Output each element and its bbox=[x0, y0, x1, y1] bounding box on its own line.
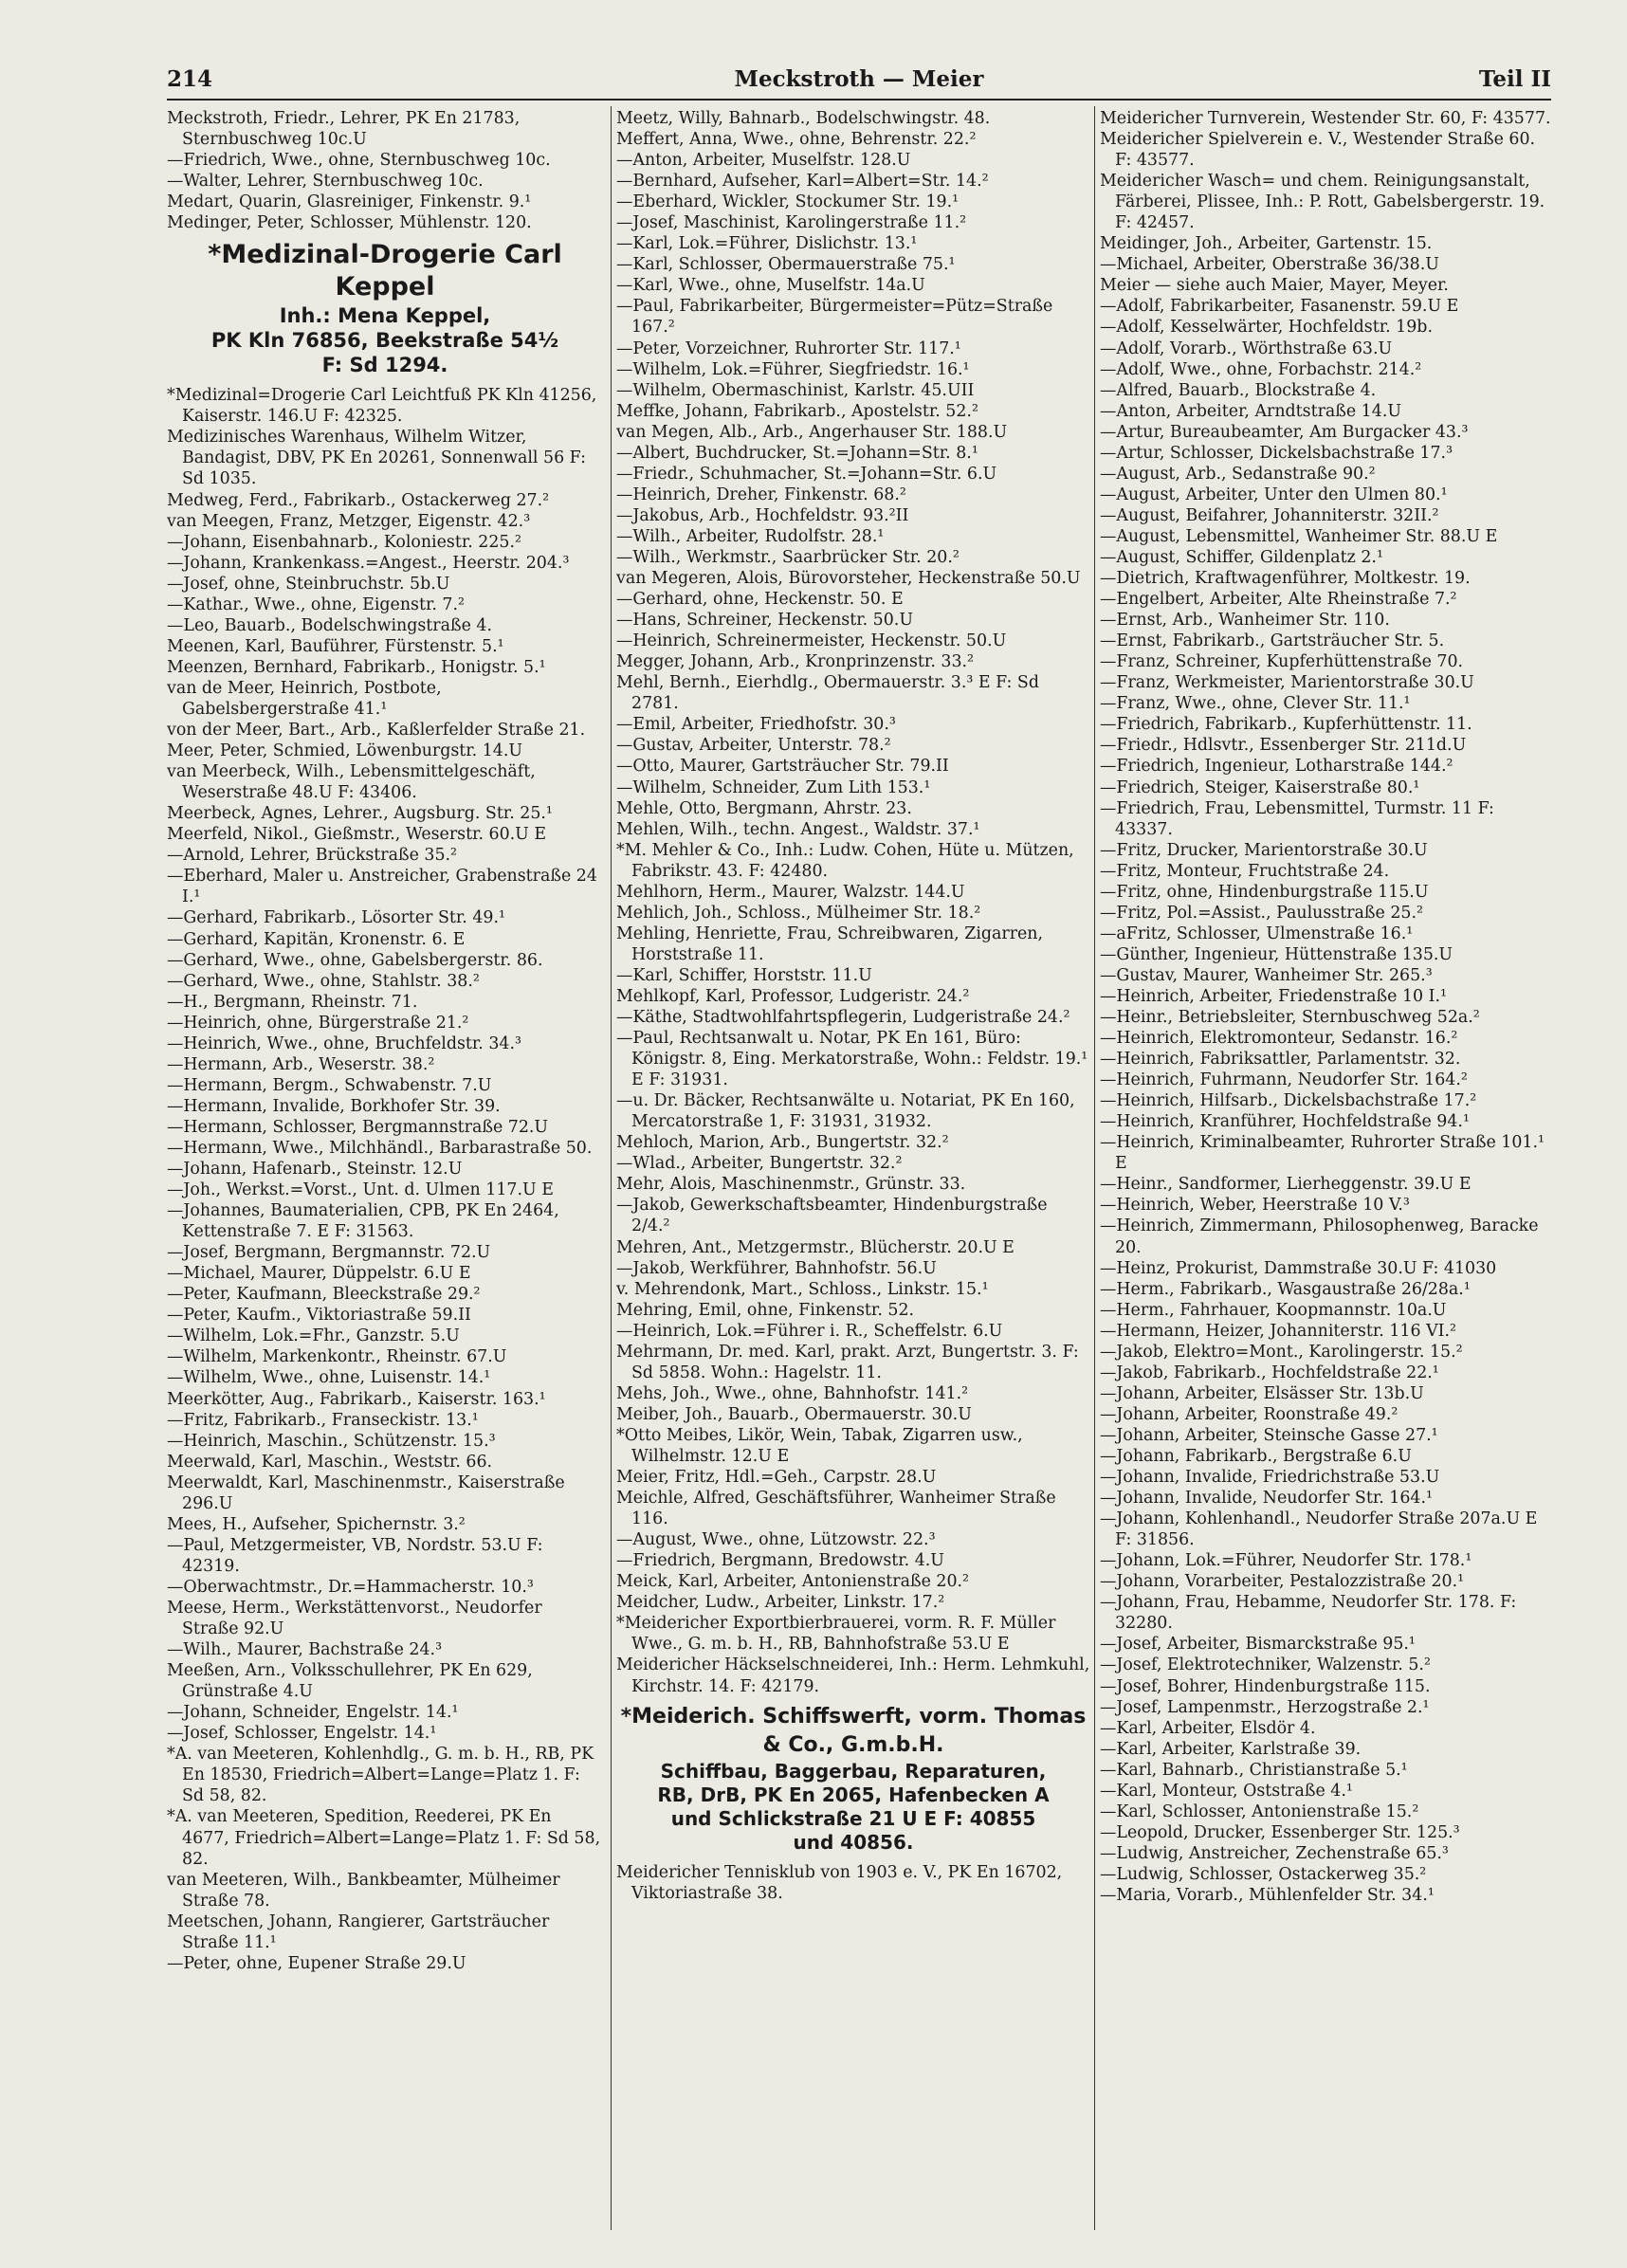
directory-entry: Meidcher, Ludw., Arbeiter, Linkstr. 17.² bbox=[616, 1593, 945, 1613]
directory-entry: —Karl, Lok.=Führer, Dislichstr. 13.¹ bbox=[616, 234, 918, 254]
directory-entry: —Artur, Bureaubeamter, Am Burgacker 43.³ bbox=[1100, 422, 1469, 442]
advertisement-line: Inh.: Mena Keppel, bbox=[279, 304, 491, 328]
directory-entry: Mehl, Bernh., Eierhdlg., Obermauerstr. 3.³ E F: Sd 2781. bbox=[616, 673, 1039, 714]
directory-entry: —Gerhard, Kapitän, Kronenstr. 6. E bbox=[167, 929, 466, 949]
directory-entry: —Eberhard, Wickler, Stockumer Str. 19.¹ bbox=[616, 192, 960, 212]
directory-entry: —Josef, Elektrotechniker, Walzenstr. 5.² bbox=[1100, 1655, 1431, 1675]
directory-entry: —Johann, Lok.=Führer, Neudorfer Str. 178.¹ bbox=[1100, 1551, 1472, 1571]
directory-entry: —Hermann, Arb., Weserstr. 38.² bbox=[167, 1054, 435, 1074]
directory-entry: von der Meer, Bart., Arb., Kaßlerfelder Straße 21. bbox=[167, 721, 586, 741]
directory-entry: —Friedrich, Bergmann, Bredowstr. 4.U bbox=[616, 1551, 944, 1571]
directory-entry: Meidericher Tennisklub von 1903 e. V., PK En 16702, Viktoriastraße 38. bbox=[616, 1862, 1063, 1903]
directory-entry: —Josef, ohne, Steinbruchstr. 5b.U bbox=[167, 574, 450, 594]
directory-entry: Meckstroth, Friedr., Lehrer, PK En 21783, Sternbuschweg 10c.U bbox=[167, 109, 521, 150]
directory-entry: Meffert, Anna, Wwe., ohne, Behrenstr. 22.² bbox=[616, 130, 977, 150]
page-title: Meckstroth — Meier bbox=[734, 66, 984, 92]
directory-entry: —Heinrich, Lok.=Führer i. R., Scheffelstr. 6.U bbox=[616, 1321, 1003, 1341]
directory-entry: Mehs, Joh., Wwe., ohne, Bahnhofstr. 141.² bbox=[616, 1383, 969, 1403]
directory-entry: —Karl, Schiffer, Horststr. 11.U bbox=[616, 965, 872, 985]
directory-entry: van Megen, Alb., Arb., Angerhauser Str. 188.U bbox=[616, 422, 1008, 442]
directory-entry: —Heinrich, Wwe., ohne, Bruchfeldstr. 34.³ bbox=[167, 1033, 521, 1053]
directory-entry: —Jakobus, Arb., Hochfeldstr. 93.²II bbox=[616, 505, 909, 525]
column-divider-2 bbox=[1094, 106, 1095, 2230]
directory-entry: —Oberwachtmstr., Dr.=Hammacherstr. 10.³ bbox=[167, 1577, 534, 1597]
directory-entry: —Käthe, Stadtwohlfahrtspflegerin, Ludgeristraße 24.² bbox=[616, 1008, 1070, 1028]
directory-entry: —Fritz, Drucker, Marientorstraße 30.U bbox=[1100, 840, 1428, 860]
directory-entry: —Johann, Kohlenhandl., Neudorfer Straße 207a.U E F: 31856. bbox=[1100, 1509, 1538, 1550]
directory-entry: —aFritz, Schlosser, Ulmenstraße 16.¹ bbox=[1100, 924, 1414, 943]
directory-entry: —Paul, Rechtsanwalt u. Notar, PK En 161, Büro: Königstr. 8, Eing. Merkatorstraße, Wohn.: Feldstr. 19.¹ E F: 31931. bbox=[616, 1029, 1088, 1090]
directory-entry: —Karl, Arbeiter, Karlstraße 39. bbox=[1100, 1739, 1362, 1759]
directory-entry: —Heinrich, ohne, Bürgerstraße 21.² bbox=[167, 1013, 469, 1033]
directory-entry: —Jakob, Elektro=Mont., Karolingerstr. 15.² bbox=[1100, 1342, 1463, 1362]
directory-entry: —Wilh., Maurer, Bachstraße 24.³ bbox=[167, 1640, 443, 1660]
directory-entry: —Wilhelm, Wwe., ohne, Luisenstr. 14.¹ bbox=[167, 1368, 491, 1388]
directory-entry: Meichle, Alfred, Geschäftsführer, Wanheimer Straße 116. bbox=[616, 1489, 1056, 1529]
column-2 bbox=[616, 108, 1090, 2232]
directory-entry: —Hermann, Bergm., Schwabenstr. 7.U bbox=[167, 1075, 492, 1095]
directory-entry: —Heinrich, Zimmermann, Philosophenweg, Baracke 20. bbox=[1100, 1216, 1539, 1257]
directory-entry: van Meeteren, Wilh., Bankbeamter, Mülheimer Straße 78. bbox=[167, 1870, 560, 1911]
directory-entry: Meidericher Turnverein, Westender Str. 60, F: 43577. bbox=[1100, 109, 1551, 128]
directory-entry: —Herm., Fahrhauer, Koopmannstr. 10a.U bbox=[1100, 1300, 1447, 1320]
directory-entry: —Ernst, Fabrikarb., Gartsträucher Str. 5. bbox=[1100, 631, 1445, 651]
directory-entry: Mehren, Ant., Metzgermstr., Blücherstr. 20.U E bbox=[616, 1237, 1015, 1257]
directory-entry: Mehrmann, Dr. med. Karl, prakt. Arzt, Bungertstr. 3. F: Sd 5858. Wohn.: Hagelstr. 11. bbox=[616, 1342, 1079, 1382]
directory-entry: *M. Mehler & Co., Inh.: Ludw. Cohen, Hüte u. Mützen, Fabrikstr. 43. F: 42480. bbox=[616, 840, 1074, 881]
directory-entry: *A. van Meeteren, Spedition, Reederei, PK En 4677, Friedrich=Albert=Lange=Platz 1. F: Sd 58, 82. bbox=[167, 1807, 601, 1869]
directory-entry: Meidinger, Joh., Arbeiter, Gartenstr. 15. bbox=[1100, 234, 1433, 254]
directory-entry: —Kathar., Wwe., ohne, Eigenstr. 7.² bbox=[167, 594, 465, 614]
directory-entry: —Josef, Bohrer, Hindenburgstraße 115. bbox=[1100, 1676, 1431, 1696]
directory-entry: Medizinisches Warenhaus, Wilhelm Witzer, Bandagist, DBV, PK En 20261, Sonnenwall 56 F: Sd 1035. bbox=[167, 428, 586, 489]
directory-entry: —Michael, Maurer, Düppelstr. 6.U E bbox=[167, 1264, 471, 1284]
directory-entry: —Paul, Metzgermeister, VB, Nordstr. 53.U F: 42319. bbox=[167, 1535, 543, 1576]
directory-entry: Meidericher Wasch= und chem. Reinigungsanstalt, Färberei, Plissee, Inh.: P. Rott, Gabelsbergerstr. 19. F: 42457. bbox=[1100, 172, 1545, 233]
directory-entry: —Fritz, Monteur, Fruchtstraße 24. bbox=[1100, 861, 1390, 881]
directory-entry: Meerkötter, Aug., Fabrikarb., Kaiserstr. 163.¹ bbox=[167, 1389, 546, 1409]
directory-entry: —Heinr., Sandformer, Lierheggenstr. 39.U E bbox=[1100, 1175, 1472, 1195]
directory-entry: —Friedrich, Ingenieur, Lotharstraße 144.² bbox=[1100, 757, 1453, 777]
directory-entry: —Friedr., Schuhmacher, St.=Johann=Str. 6.U bbox=[616, 464, 997, 484]
directory-entry: —Heinrich, Arbeiter, Friedenstraße 10 I.¹ bbox=[1100, 986, 1447, 1006]
directory-entry: —Johann, Arbeiter, Elsässer Str. 13b.U bbox=[1100, 1383, 1424, 1403]
directory-entry: Mehlen, Wilh., techn. Angest., Waldstr. 37.¹ bbox=[616, 819, 980, 839]
advertisement-line: F: Sd 1294. bbox=[321, 354, 448, 377]
directory-entry: —Friedrich, Frau, Lebensmittel, Turmstr. 11 F: 43337. bbox=[1100, 798, 1494, 839]
directory-entry: —Dietrich, Kraftwagenführer, Moltkestr. 19. bbox=[1100, 569, 1471, 589]
directory-entry: —Leo, Bauarb., Bodelschwingstraße 4. bbox=[167, 615, 493, 635]
directory-entry: —Arnold, Lehrer, Brückstraße 35.² bbox=[167, 846, 458, 866]
directory-entry: —Johann, Krankenkass.=Angest., Heerstr. 204.³ bbox=[167, 553, 570, 573]
directory-entry: —Franz, Schreiner, Kupferhüttenstraße 70. bbox=[1100, 652, 1464, 672]
directory-entry: —Gerhard, Wwe., ohne, Stahlstr. 38.² bbox=[167, 971, 480, 991]
page-header bbox=[167, 66, 1551, 101]
part-label: Teil II bbox=[1478, 66, 1551, 92]
directory-entry: Meidericher Spielverein e. V., Westender Straße 60. F: 43577. bbox=[1100, 130, 1536, 171]
directory-entry: —Wilhelm, Lok.=Fhr., Ganzstr. 5.U bbox=[167, 1326, 460, 1346]
advertisement-line: und Schlickstraße 21 U E F: 40855 bbox=[670, 1806, 1036, 1830]
directory-entry: Mehlkopf, Karl, Professor, Ludgeristr. 24.² bbox=[616, 986, 970, 1006]
directory-entry: —Wilhelm, Schneider, Zum Lith 153.¹ bbox=[616, 777, 931, 797]
directory-entry: Megger, Johann, Arb., Kronprinzenstr. 33.² bbox=[616, 652, 975, 672]
directory-entry: —u. Dr. Bäcker, Rechtsanwälte u. Notariat, PK En 160, Mercatorstraße 1, F: 31931, 31932. bbox=[616, 1091, 1075, 1132]
directory-entry: —Johann, Invalide, Friedrichstraße 53.U bbox=[1100, 1468, 1440, 1488]
directory-entry: —Johann, Vorarbeiter, Pestalozzistraße 20.¹ bbox=[1100, 1572, 1465, 1592]
advertisement-block bbox=[167, 239, 603, 377]
directory-entry: v. Mehrendonk, Mart., Schloss., Linkstr. 15.¹ bbox=[616, 1279, 989, 1299]
directory-entry: —Friedrich, Wwe., ohne, Sternbuschweg 10c. bbox=[167, 151, 551, 171]
directory-entry: —Karl, Monteur, Oststraße 4.¹ bbox=[1100, 1781, 1353, 1801]
directory-entry: —Josef, Schlosser, Engelstr. 14.¹ bbox=[167, 1724, 437, 1744]
advertisement-line: und 40856. bbox=[793, 1830, 914, 1854]
directory-entry: —Heinrich, Weber, Heerstraße 10 V.³ bbox=[1100, 1196, 1410, 1216]
column-3 bbox=[1100, 108, 1555, 2232]
directory-entry: Meier, Fritz, Hdl.=Geh., Carpstr. 28.U bbox=[616, 1468, 937, 1488]
directory-entry: Meier — siehe auch Maier, Mayer, Meyer. bbox=[1100, 276, 1449, 296]
advertisement-line: PK Kln 76856, Beekstraße 54½ bbox=[210, 329, 559, 353]
directory-entry: —Heinrich, Schreinermeister, Heckenstr. 50.U bbox=[616, 631, 1007, 651]
directory-entry: Meerwald, Karl, Maschin., Weststr. 66. bbox=[167, 1452, 493, 1472]
directory-entry: Medweg, Ferd., Fabrikarb., Ostackerweg 27.² bbox=[167, 490, 550, 510]
directory-entry: —Josef, Bergmann, Bergmannstr. 72.U bbox=[167, 1243, 491, 1263]
directory-entry: Meetz, Willy, Bahnarb., Bodelschwingstr. 48. bbox=[616, 109, 991, 128]
directory-entry: —Karl, Bahnarb., Christianstraße 5.¹ bbox=[1100, 1760, 1408, 1780]
directory-entry: Meese, Herm., Werkstättenvorst., Neudorfer Straße 92.U bbox=[167, 1599, 542, 1639]
directory-entry: *Meidericher Exportbierbrauerei, vorm. R. F. Müller Wwe., G. m. b. H., RB, Bahnhofstraße 53.U E bbox=[616, 1614, 1056, 1655]
directory-entry: —Anton, Arbeiter, Muselfstr. 128.U bbox=[616, 151, 911, 171]
directory-entry: —Wilhelm, Obermaschinist, Karlstr. 45.UII bbox=[616, 380, 975, 400]
directory-entry: —August, Lebensmittel, Wanheimer Str. 88.U E bbox=[1100, 526, 1498, 546]
directory-entry: van Meegen, Franz, Metzger, Eigenstr. 42.³ bbox=[167, 511, 531, 531]
directory-entry: —Wlad., Arbeiter, Bungertstr. 32.² bbox=[616, 1154, 903, 1174]
directory-entry: —Adolf, Kesselwärter, Hochfeldstr. 19b. bbox=[1100, 318, 1433, 338]
directory-entry: —Josef, Arbeiter, Bismarckstraße 95.¹ bbox=[1100, 1635, 1416, 1655]
directory-entry: Medinger, Peter, Schlosser, Mühlenstr. 120. bbox=[167, 213, 532, 233]
advertisement-line: Schiffbau, Baggerbau, Reparaturen, bbox=[660, 1759, 1047, 1783]
page-number: 214 bbox=[167, 66, 213, 92]
directory-entry: —Fritz, ohne, Hindenburgstraße 115.U bbox=[1100, 882, 1429, 902]
directory-entry: Meidericher Häckselschneiderei, Inh.: Herm. Lehmkuhl, Kirchstr. 14. F: 42179. bbox=[616, 1655, 1090, 1696]
header-rule bbox=[167, 99, 1551, 101]
directory-entry: —H., Bergmann, Rheinstr. 71. bbox=[167, 992, 418, 1012]
directory-entry: Meerfeld, Nikol., Gießmstr., Weserstr. 60.U E bbox=[167, 825, 547, 845]
directory-entry: —Bernhard, Aufseher, Karl=Albert=Str. 14.² bbox=[616, 172, 989, 192]
directory-entry: Mehring, Emil, ohne, Finkenstr. 52. bbox=[616, 1300, 915, 1320]
directory-entry: —Johannes, Baumaterialien, CPB, PK En 2464, Kettenstraße 7. E F: 31563. bbox=[167, 1201, 559, 1242]
directory-entry: —Heinr., Betriebsleiter, Sternbuschweg 52a.² bbox=[1100, 1008, 1480, 1028]
directory-entry: —Albert, Buchdrucker, St.=Johann=Str. 8.¹ bbox=[616, 443, 978, 463]
directory-entry: —Karl, Wwe., ohne, Muselfstr. 14a.U bbox=[616, 276, 925, 296]
directory-entry: —Paul, Fabrikarbeiter, Bürgermeister=Pütz=Straße 167.² bbox=[616, 297, 1053, 338]
directory-entry: —Karl, Schlosser, Antonienstraße 15.² bbox=[1100, 1802, 1419, 1821]
directory-entry: —Wilhelm, Markenkontr., Rheinstr. 67.U bbox=[167, 1347, 507, 1367]
directory-entry: —Peter, ohne, Eupener Straße 29.U bbox=[167, 1953, 466, 1973]
directory-entry: —August, Beifahrer, Johanniterstr. 32II.² bbox=[1100, 505, 1439, 525]
directory-entry: Meenen, Karl, Bauführer, Fürstenstr. 5.¹ bbox=[167, 636, 504, 656]
directory-entry: —Johann, Eisenbahnarb., Koloniestr. 225.² bbox=[167, 532, 521, 552]
directory-entry: —Josef, Lampenmstr., Herzogstraße 2.¹ bbox=[1100, 1697, 1430, 1717]
directory-entry: Mehloch, Marion, Arb., Bungertstr. 32.² bbox=[616, 1133, 949, 1153]
directory-entry: —Maria, Vorarb., Mühlenfelder Str. 34.¹ bbox=[1100, 1885, 1435, 1905]
directory-entry: —Johann, Arbeiter, Roonstraße 49.² bbox=[1100, 1404, 1398, 1424]
directory-entry: Meenzen, Bernhard, Fabrikarb., Honigstr. 5.¹ bbox=[167, 657, 546, 677]
directory-entry: Mees, H., Aufseher, Spichernstr. 3.² bbox=[167, 1514, 466, 1534]
directory-entry: —Jakob, Fabrikarb., Hochfeldstraße 22.¹ bbox=[1100, 1363, 1439, 1382]
directory-entry: —Engelbert, Arbeiter, Alte Rheinstraße 7.² bbox=[1100, 590, 1457, 610]
column-1 bbox=[167, 108, 603, 2232]
directory-entry: —Peter, Kaufmann, Bleeckstraße 29.² bbox=[167, 1285, 481, 1305]
directory-entry: —Jakob, Gewerkschaftsbeamter, Hindenburgstraße 2/4.² bbox=[616, 1196, 1048, 1236]
directory-entry: —Leopold, Drucker, Essenberger Str. 125.³ bbox=[1100, 1822, 1460, 1842]
directory-entry: —Anton, Arbeiter, Arndtstraße 14.U bbox=[1100, 401, 1401, 421]
directory-entry: —Gerhard, Fabrikarb., Lösorter Str. 49.¹ bbox=[167, 908, 505, 928]
directory-entry: —Heinrich, Kriminalbeamter, Ruhrorter Straße 101.¹ E bbox=[1100, 1133, 1545, 1174]
directory-entry: Meerbeck, Agnes, Lehrer., Augsburg. Str. 25.¹ bbox=[167, 804, 553, 824]
column-divider-1 bbox=[611, 106, 612, 2230]
directory-entry: van Meerbeck, Wilh., Lebensmittelgeschäft, Weserstraße 48.U F: 43406. bbox=[167, 762, 536, 803]
directory-entry: Medart, Quarin, Glasreiniger, Finkenstr. 9.¹ bbox=[167, 192, 532, 212]
directory-entry: —Otto, Maurer, Gartsträucher Str. 79.II bbox=[616, 757, 949, 777]
directory-entry: —Emil, Arbeiter, Friedhofstr. 30.³ bbox=[616, 715, 896, 735]
directory-entry: —Friedrich, Steiger, Kaiserstraße 80.¹ bbox=[1100, 777, 1420, 797]
directory-entry: —Joh., Werkst.=Vorst., Unt. d. Ulmen 117.U E bbox=[167, 1180, 554, 1200]
directory-entry: —Gustav, Arbeiter, Unterstr. 78.² bbox=[616, 736, 891, 756]
directory-entry: —Karl, Schlosser, Obermauerstraße 75.¹ bbox=[616, 255, 956, 275]
directory-entry: —Hans, Schreiner, Heckenstr. 50.U bbox=[616, 611, 913, 631]
directory-entry: Meiber, Joh., Bauarb., Obermauerstr. 30.U bbox=[616, 1404, 972, 1424]
directory-entry: —Adolf, Vorarb., Wörthstraße 63.U bbox=[1100, 338, 1393, 358]
directory-entry: Meick, Karl, Arbeiter, Antonienstraße 20.² bbox=[616, 1572, 970, 1592]
directory-entry: van de Meer, Heinrich, Postbote, Gabelsbergerstraße 41.¹ bbox=[167, 678, 442, 719]
directory-entry: —Johann, Invalide, Neudorfer Str. 164.¹ bbox=[1100, 1489, 1433, 1509]
directory-entry: Mehle, Otto, Bergmann, Ahrstr. 23. bbox=[616, 798, 912, 818]
directory-entry: —Gerhard, ohne, Heckenstr. 50. E bbox=[616, 590, 904, 610]
directory-entry: —Fritz, Pol.=Assist., Paulusstraße 25.² bbox=[1100, 903, 1423, 923]
directory-entry: —Adolf, Fabrikarbeiter, Fasanenstr. 59.U E bbox=[1100, 297, 1459, 317]
directory-entry: —Hermann, Wwe., Milchhändl., Barbarastraße 50. bbox=[167, 1138, 593, 1158]
directory-entry: —Heinrich, Hilfsarb., Dickelsbachstraße 17.² bbox=[1100, 1091, 1477, 1111]
directory-entry: —Heinrich, Dreher, Finkenstr. 68.² bbox=[616, 485, 906, 504]
directory-entry: —Herm., Fabrikarb., Wasgaustraße 26/28a.¹ bbox=[1100, 1279, 1471, 1299]
directory-entry: —Josef, Maschinist, Karolingerstraße 11.² bbox=[616, 213, 967, 233]
directory-entry: Meerwaldt, Karl, Maschinenmstr., Kaiserstraße 296.U bbox=[167, 1472, 565, 1513]
directory-entry: —Michael, Arbeiter, Oberstraße 36/38.U bbox=[1100, 255, 1439, 275]
directory-entry: —Wilh., Werkmstr., Saarbrücker Str. 20.² bbox=[616, 547, 960, 567]
directory-entry: Meeßen, Arn., Volksschullehrer, PK En 629, Grünstraße 4.U bbox=[167, 1661, 533, 1702]
directory-entry: —Jakob, Werkführer, Bahnhofstr. 56.U bbox=[616, 1258, 937, 1278]
directory-entry: —August, Arbeiter, Unter den Ulmen 80.¹ bbox=[1100, 485, 1448, 504]
directory-entry: —Günther, Ingenieur, Hüttenstraße 135.U bbox=[1100, 944, 1453, 964]
directory-entry: Meer, Peter, Schmied, Löwenburgstr. 14.U bbox=[167, 741, 523, 761]
directory-entry: *Otto Meibes, Likör, Wein, Tabak, Zigarren usw., Wilhelmstr. 12.U E bbox=[616, 1425, 1023, 1466]
directory-entry: —Adolf, Wwe., ohne, Forbachstr. 214.² bbox=[1100, 359, 1422, 379]
directory-entry: —Heinz, Prokurist, Dammstraße 30.U F: 41030 bbox=[1100, 1258, 1497, 1278]
directory-entry: —Artur, Schlosser, Dickelsbachstraße 17.³ bbox=[1100, 443, 1453, 463]
directory-entry: —Hermann, Schlosser, Bergmannstraße 72.U bbox=[167, 1117, 549, 1137]
directory-entry: —Heinrich, Kranführer, Hochfeldstraße 94.¹ bbox=[1100, 1112, 1470, 1132]
directory-entry: —Eberhard, Maler u. Anstreicher, Grabenstraße 24 I.¹ bbox=[167, 867, 597, 907]
directory-entry: —August, Arb., Sedanstraße 90.² bbox=[1100, 464, 1376, 484]
directory-entry: —Gerhard, Wwe., ohne, Gabelsbergerstr. 86. bbox=[167, 950, 543, 970]
directory-entry: —Friedrich, Fabrikarb., Kupferhüttenstr. 11. bbox=[1100, 715, 1472, 735]
directory-entry: —Hermann, Invalide, Borkhofer Str. 39. bbox=[167, 1096, 501, 1116]
directory-entry: —Peter, Vorzeichner, Ruhrorter Str. 117.¹ bbox=[616, 338, 961, 358]
directory-entry: *A. van Meeteren, Kohlenhdlg., G. m. b. H., RB, PK En 18530, Friedrich=Albert=Lange=Platz 1. F: Sd 58, 82. bbox=[167, 1745, 594, 1806]
advertisement-block bbox=[616, 1703, 1090, 1855]
directory-entry: —Wilh., Arbeiter, Rudolfstr. 28.¹ bbox=[616, 526, 885, 546]
directory-entry: —Franz, Wwe., ohne, Clever Str. 11.¹ bbox=[1100, 694, 1411, 714]
directory-entry: *Medizinal=Drogerie Carl Leichtfuß PK Kln 41256, Kaiserstr. 146.U F: 42325. bbox=[167, 386, 597, 427]
advertisement-line: RB, DrB, PK En 2065, Hafenbecken A bbox=[657, 1783, 1050, 1806]
directory-entry: —Karl, Arbeiter, Elsdör 4. bbox=[1100, 1718, 1316, 1738]
directory-entry: —Walter, Lehrer, Sternbuschweg 10c. bbox=[167, 172, 484, 192]
directory-entry: Mehling, Henriette, Frau, Schreibwaren, Zigarren, Horststraße 11. bbox=[616, 924, 1044, 964]
directory-entry: Meffke, Johann, Fabrikarb., Apostelstr. 52.² bbox=[616, 401, 978, 421]
directory-entry: —Heinrich, Maschin., Schützenstr. 15.³ bbox=[167, 1431, 496, 1451]
advertisement-line: *Meiderich. Schiffswerft, vorm. Thomas & Co., G.m.b.H. bbox=[620, 1704, 1087, 1757]
directory-entry: —Peter, Kaufm., Viktoriastraße 59.II bbox=[167, 1306, 471, 1326]
directory-entry: —August, Schiffer, Gildenplatz 2.¹ bbox=[1100, 547, 1383, 567]
directory-entry: —Johann, Arbeiter, Steinsche Gasse 27.¹ bbox=[1100, 1425, 1438, 1445]
directory-entry: Meetschen, Johann, Rangierer, Gartsträucher Straße 11.¹ bbox=[167, 1911, 550, 1952]
directory-entry: Mehlhorn, Herm., Maurer, Walzstr. 144.U bbox=[616, 882, 965, 902]
directory-entry: Mehlich, Joh., Schloss., Mülheimer Str. 18.² bbox=[616, 903, 981, 923]
directory-entry: —Alfred, Bauarb., Blockstraße 4. bbox=[1100, 380, 1377, 400]
directory-entry: —Gustav, Maurer, Wanheimer Str. 265.³ bbox=[1100, 965, 1433, 985]
directory-entry: —Ernst, Arb., Wanheimer Str. 110. bbox=[1100, 611, 1390, 631]
directory-entry: —Heinrich, Fuhrmann, Neudorfer Str. 164.² bbox=[1100, 1070, 1468, 1090]
directory-entry: —Heinrich, Elektromonteur, Sedanstr. 16.² bbox=[1100, 1029, 1458, 1049]
directory-entry: —Wilhelm, Lok.=Führer, Siegfriedstr. 16.¹ bbox=[616, 359, 970, 379]
directory-entry: —Johann, Fabrikarb., Bergstraße 6.U bbox=[1100, 1447, 1412, 1466]
directory-entry: —Heinrich, Fabriksattler, Parlamentstr. 32. bbox=[1100, 1050, 1461, 1070]
advertisement-line: *Medizinal-Drogerie Carl Keppel bbox=[208, 240, 562, 302]
directory-entry: —Johann, Frau, Hebamme, Neudorfer Str. 178. F: 32280. bbox=[1100, 1593, 1517, 1634]
directory-entry: —Friedr., Hdlsvtr., Essenberger Str. 211d.U bbox=[1100, 736, 1467, 756]
directory-entry: —Ludwig, Anstreicher, Zechenstraße 65.³ bbox=[1100, 1843, 1449, 1863]
directory-entry: —Johann, Schneider, Engelstr. 14.¹ bbox=[167, 1703, 459, 1723]
directory-entry: —Franz, Werkmeister, Marientorstraße 30.U bbox=[1100, 673, 1474, 693]
directory-entry: —Ludwig, Schlosser, Ostackerweg 35.² bbox=[1100, 1864, 1427, 1884]
directory-entry: Mehr, Alois, Maschinenmstr., Grünstr. 33. bbox=[616, 1175, 966, 1195]
directory-entry: —Hermann, Heizer, Johanniterstr. 116 VI.² bbox=[1100, 1321, 1456, 1341]
directory-entry: —August, Wwe., ohne, Lützowstr. 22.³ bbox=[616, 1530, 936, 1550]
directory-entry: van Megeren, Alois, Bürovorsteher, Heckenstraße 50.U bbox=[616, 569, 1081, 589]
directory-entry: —Fritz, Fabrikarb., Franseckistr. 13.¹ bbox=[167, 1410, 479, 1430]
directory-entry: —Johann, Hafenarb., Steinstr. 12.U bbox=[167, 1160, 463, 1180]
